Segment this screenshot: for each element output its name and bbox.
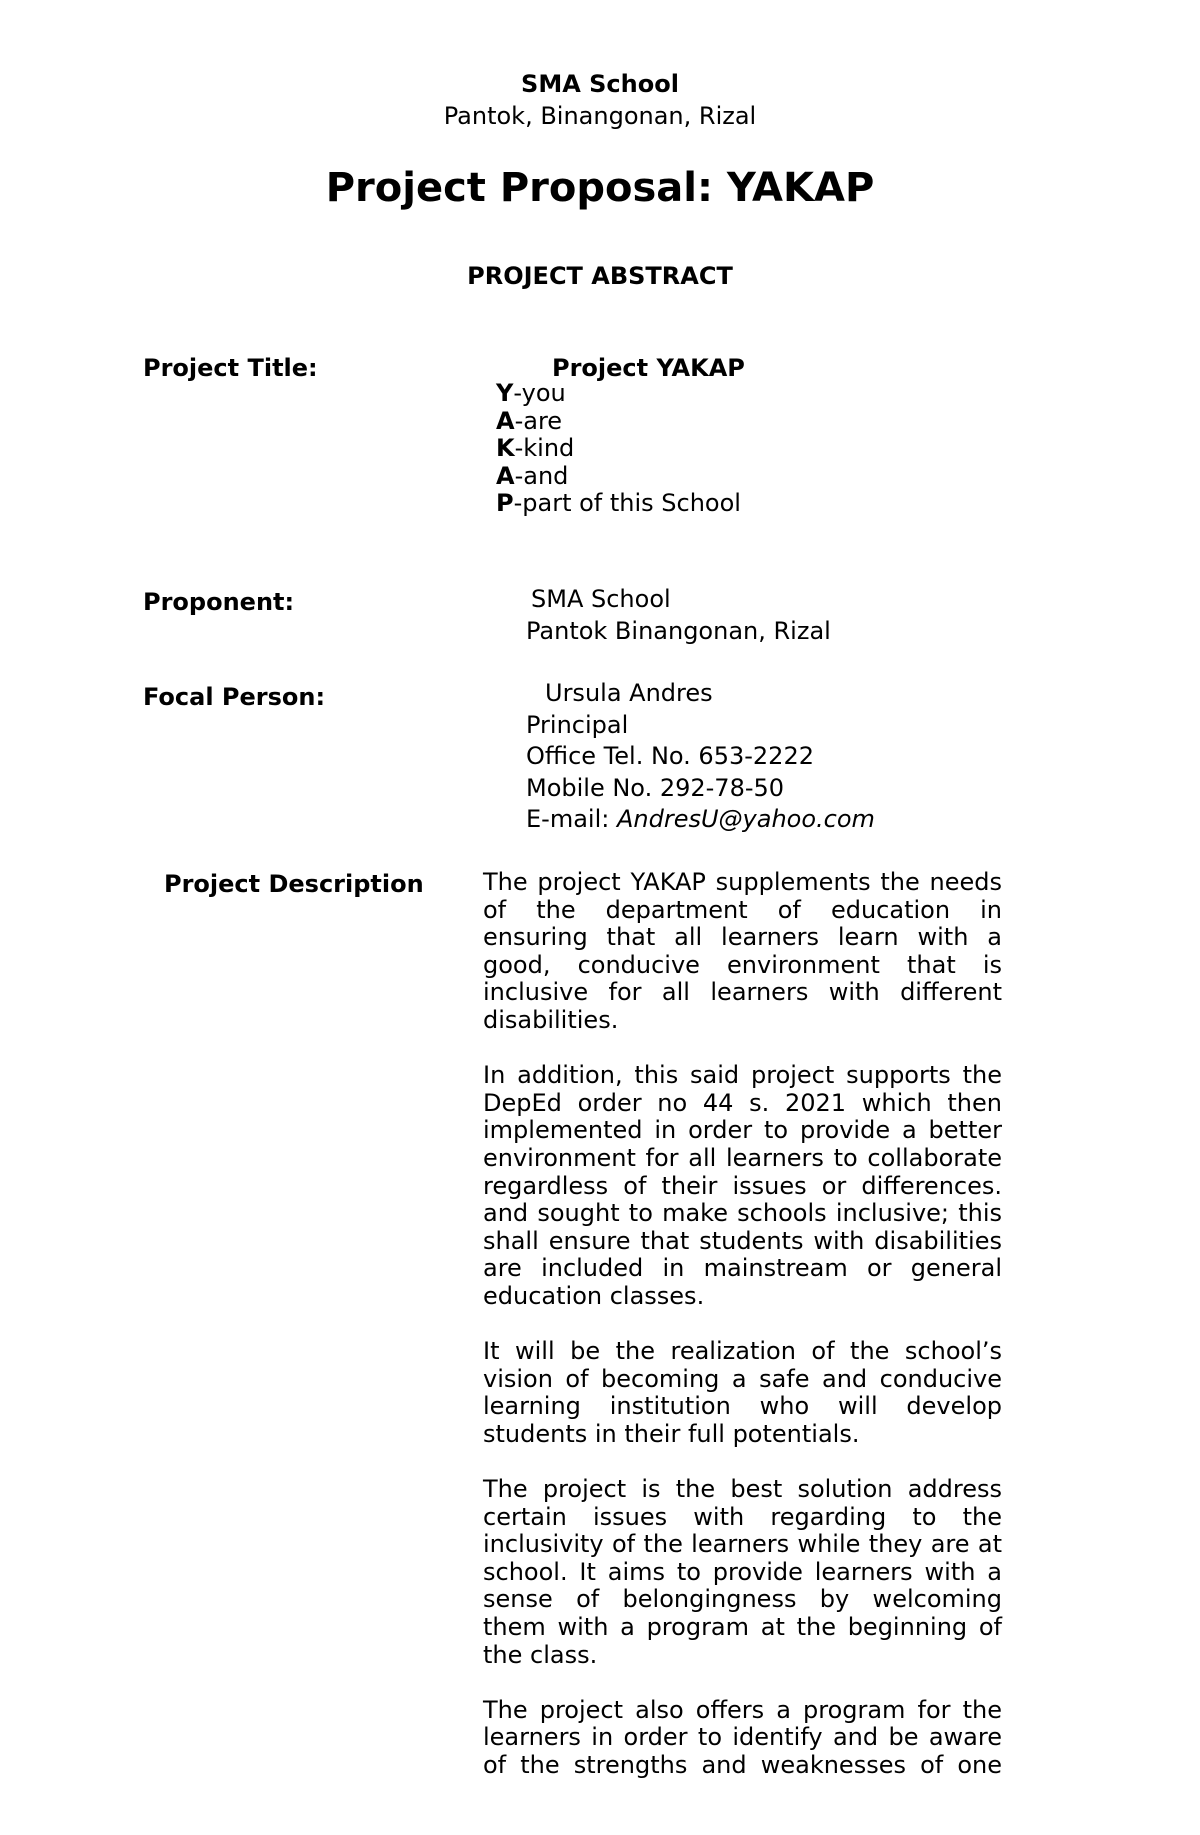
description-paragraph: The project also offers a program for the learners in order to identify and be aware of the strengths and weaknesses of one	[483, 1695, 1002, 1779]
proponent-line: SMA School	[531, 585, 671, 613]
description-paragraph: It will be the realization of the school’s vision of becoming a safe and conducive learning institution who will develop students in their full potentials.	[483, 1337, 1002, 1448]
project-title-label: Project Title:	[143, 354, 318, 382]
email-line: E-mail: AndresU@yahoo.com	[526, 805, 875, 833]
focal-person-name: Ursula Andres	[545, 679, 713, 707]
description-paragraph: The project is the best solution address certain issues with regarding to the inclusivity of the learners while they are at school. It aims to provide learners with a sense of belongingness by welcoming them with a program at the beginning of the class.	[483, 1475, 1002, 1669]
acronym-item: Y-you	[496, 379, 566, 407]
school-address: Pantok, Binangonan, Rizal	[443, 102, 757, 130]
focal-person-block	[526, 678, 875, 836]
proponent-block	[526, 584, 831, 647]
office-tel: Office Tel. No. 653-2222	[526, 742, 814, 770]
description-paragraph: The project YAKAP supplements the needs of the department of education in ensuring that all learners learn with a good, conducive environment that is inclusive for all learners with different disabilities.	[483, 868, 1002, 1034]
acronym-item: A-and	[496, 461, 569, 490]
project-name: Project YAKAP	[552, 354, 745, 382]
email-address: AndresU@yahoo.com	[616, 805, 875, 833]
description-paragraph: In addition, this said project supports the DepEd order no 44 s. 2021 which then implemented in order to provide a better environment for all learners to collaborate regardless of their issues or differences. and sought to make schools inclusive; this shall ensure that students with disabilities are included in mainstream or general education classes.	[483, 1061, 1002, 1310]
focal-person-position: Principal	[526, 710, 629, 739]
focal-person-label: Focal Person:	[143, 683, 326, 711]
description-label: Project Description	[164, 870, 424, 898]
page-title: Project Proposal: YAKAP	[325, 165, 875, 211]
acronym-item: P-part of this School	[496, 489, 741, 517]
acronym-item: A-are	[496, 406, 563, 435]
school-name: SMA School	[521, 70, 679, 98]
acronym-list	[496, 380, 741, 518]
section-heading: PROJECT ABSTRACT	[467, 262, 733, 290]
mobile-number: Mobile No. 292-78-50	[526, 773, 785, 802]
proponent-label: Proponent:	[143, 588, 295, 616]
proponent-line: Pantok Binangonan, Rizal	[526, 616, 831, 645]
acronym-item: K-kind	[496, 434, 575, 462]
description-body	[483, 869, 1002, 1807]
